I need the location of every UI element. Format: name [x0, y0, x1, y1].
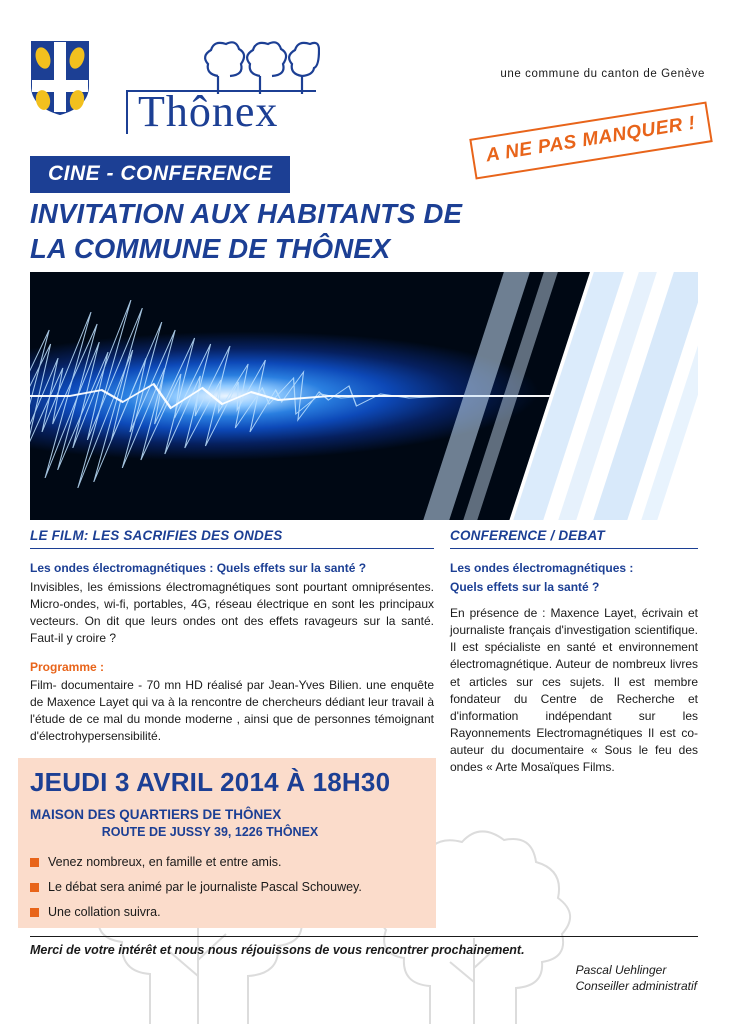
cine-conference-badge: CINE - CONFERENCE [30, 156, 290, 193]
signer-name: Pascal Uehlinger [575, 963, 667, 977]
commune-logo-text: Thônex [138, 87, 279, 136]
conference-column [450, 528, 698, 776]
canton-subtitle: une commune du canton de Genève [500, 68, 705, 80]
signature-block [576, 962, 697, 994]
film-column [30, 528, 434, 745]
thonex-coat-of-arms-icon [30, 40, 90, 116]
conference-column-heading: CONFERENCE / DEBAT [450, 528, 698, 549]
list-item [30, 855, 430, 869]
list-item-label: Venez nombreux, en famille et entre amis. [48, 854, 282, 869]
logo-divider-vertical [126, 90, 128, 134]
square-bullet-icon [30, 858, 39, 867]
list-item-label: Une collation suivra. [48, 904, 161, 919]
film-column-heading: LE FILM: LES SACRIFIES DES ONDES [30, 528, 434, 549]
list-item [30, 880, 430, 894]
conference-lead-line1: Les ondes électromagnétiques : [450, 561, 634, 575]
conference-paragraph: En présence de : Maxence Layet, écrivain et journaliste français d'investigation scientifique. Il est spécialiste en santé et environnement électromagnétique. Auteur de nombreux livres et articles sur ces sujets. Il est membre fondateur du Centre de Recherche et d'information indépendant sur les Rayonnements Electromagnétiques Il est co-auteur du documentaire « Sous le feu des ondes « Arte Mosaïques Films. [450, 606, 698, 774]
three-trees-icon [200, 38, 320, 94]
event-bullet-list [30, 855, 430, 919]
page-title-line1: INVITATION AUX HABITANTS DE [30, 198, 463, 229]
conference-lead-line2: Quels effets sur la santé ? [450, 580, 600, 595]
event-date: JEUDI 3 AVRIL 2014 À 18H30 [30, 767, 391, 797]
footer-thanks-text: Merci de votre intérêt et nous nous réjouissons de vous rencontrer prochainement. [30, 943, 525, 957]
footer-divider [30, 936, 698, 937]
programme-label: Programme : [30, 660, 105, 675]
event-venue: MAISON DES QUARTIERS DE THÔNEX [30, 806, 282, 822]
list-item-label: Le débat sera animé par le journaliste Pascal Schouwey. [48, 879, 362, 894]
film-lead-question: Les ondes électromagnétiques : Quels effets sur la santé ? [30, 561, 367, 575]
event-address: ROUTE DE JUSSY 39, 1226 THÔNEX [101, 824, 319, 839]
film-paragraph: Invisibles, les émissions électromagnétiques sont pourtant omniprésentes. Micro-ondes, wi-fi, portables, 4G, réseau électrique en sont les principaux vecteurs. On dit que leurs ondes ont des effets ravageurs sur la santé. Faut-il y croire ? [30, 580, 434, 646]
square-bullet-icon [30, 908, 39, 917]
square-bullet-icon [30, 883, 39, 892]
event-details-content [30, 768, 430, 930]
hero-diagonal-bands [30, 272, 698, 520]
list-item [30, 905, 430, 919]
page-title-line2: LA COMMUNE DE THÔNEX [30, 233, 391, 265]
programme-text: Film- documentaire - 70 mn HD réalisé par Jean-Yves Bilien. une enquête de Maxence Layet qui va à la rencontre de chercheurs dédiant leur travail à l'étude de ce mal du monde moderne , ainsi que de personnes témoignant d'électrohypersensibilité. [30, 678, 434, 744]
page-title [30, 196, 462, 266]
not-to-be-missed-stamp: A NE PAS MANQUER ! [470, 102, 713, 180]
hero-waveform-image [30, 272, 698, 520]
signer-title: Conseiller administratif [575, 979, 697, 994]
